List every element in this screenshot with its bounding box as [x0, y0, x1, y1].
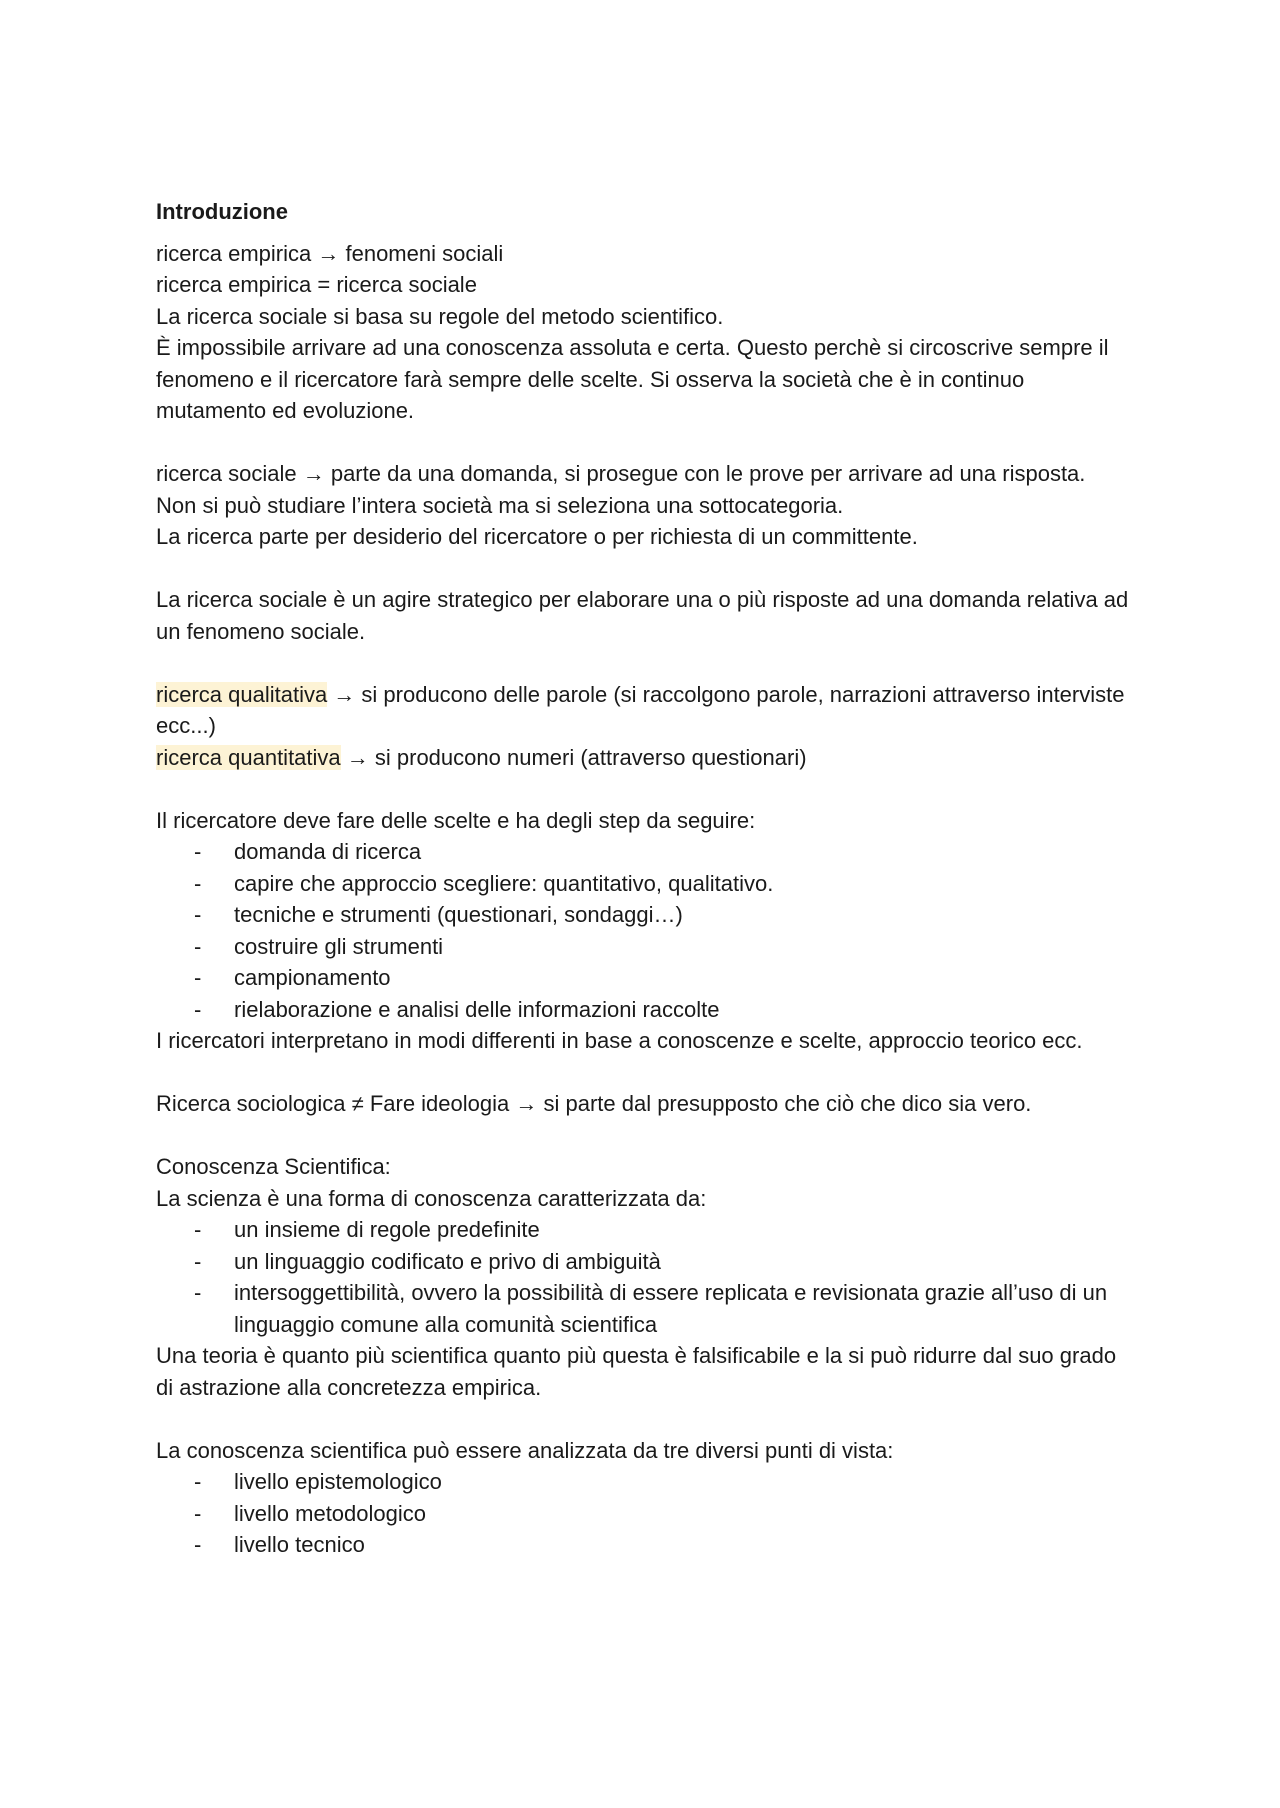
text-line: Il ricercatore deve fare delle scelte e ha degli step da seguire:: [156, 807, 756, 833]
characteristics-list: [156, 1214, 1136, 1340]
list-item: - tecniche e strumenti (questionari, sondaggi…): [156, 899, 1136, 931]
list-item: - livello tecnico: [156, 1529, 1136, 1561]
text-line: Ricerca sociologica ≠ Fare ideologia → si parte dal presupposto che ciò che dico sia vero.: [156, 1091, 1032, 1116]
text-line: La conoscenza scientifica può essere analizzata da tre diversi punti di vista:: [156, 1437, 894, 1463]
definition-text: → si producono numeri (attraverso questionari): [340, 744, 807, 770]
paragraph: È impossibile arrivare ad una conoscenza assoluta e certa. Questo perchè si circoscrive sempre il fenomeno e il ricercatore farà sempre delle scelte. Si osserva la società che è in continuo mutamento ed evoluzione.: [156, 335, 1109, 423]
text-line: La ricerca sociale si basa su regole del metodo scientifico.: [156, 303, 724, 329]
levels-list: [156, 1466, 1136, 1561]
spacer: [156, 553, 1136, 585]
definition-text: → si producono delle parole (si raccolgono parole, narrazioni attraverso interviste ecc...): [156, 681, 1125, 738]
spacer: [156, 1120, 1136, 1152]
list-item: - un linguaggio codificato e privo di ambiguità: [156, 1246, 1136, 1278]
list-item: - livello metodologico: [156, 1498, 1136, 1530]
paragraph: Una teoria è quanto più scientifica quanto più questa è falsificabile e la si può ridurre dal suo grado di astrazione alla concretezza empirica.: [156, 1343, 1117, 1400]
list-item: - campionamento: [156, 962, 1136, 994]
quantitative-definition: [156, 742, 1136, 774]
list-item: - rielaborazione e analisi delle informazioni raccolte: [156, 994, 1136, 1026]
paragraph: I ricercatori interpretano in modi differenti in base a conoscenze e scelte, approccio teorico ecc.: [156, 1028, 1083, 1053]
text-line: Non si può studiare l’intera società ma si seleziona una sottocategoria.: [156, 492, 844, 518]
highlighted-term: ricerca quantitativa: [156, 744, 341, 770]
highlighted-term: ricerca qualitativa: [156, 681, 328, 707]
spacer: [156, 1057, 1136, 1089]
list-item: - capire che approccio scegliere: quantitativo, qualitativo.: [156, 868, 1136, 900]
qualitative-definition: [156, 679, 1136, 742]
document-page: [156, 196, 1136, 1561]
text-line: La scienza è una forma di conoscenza caratterizzata da:: [156, 1185, 707, 1211]
text-line: La ricerca parte per desiderio del ricercatore o per richiesta di un committente.: [156, 524, 918, 549]
text-line: ricerca empirica → fenomeni sociali: [156, 240, 504, 266]
subheading: Conoscenza Scientifica:: [156, 1154, 391, 1179]
spacer: [156, 427, 1136, 459]
list-item: - domanda di ricerca: [156, 836, 1136, 868]
list-item: - un insieme di regole predefinite: [156, 1214, 1136, 1246]
paragraph: ricerca sociale → parte da una domanda, si prosegue con le prove per arrivare ad una risposta.: [156, 461, 1086, 486]
spacer: [156, 1403, 1136, 1435]
list-item: - livello epistemologico: [156, 1466, 1136, 1498]
section-title: Introduzione: [156, 199, 288, 224]
paragraph: La ricerca sociale è un agire strategico per elaborare una o più risposte ad una domanda relativa ad un fenomeno sociale.: [156, 587, 1129, 644]
text-line: ricerca empirica = ricerca sociale: [156, 272, 477, 297]
steps-list: [156, 836, 1136, 1025]
spacer: [156, 647, 1136, 679]
list-item: - costruire gli strumenti: [156, 931, 1136, 963]
list-item: - intersoggettibilità, ovvero la possibilità di essere replicata e revisionata grazie all’uso di un linguaggio comune alla comunità scientifica: [156, 1277, 1136, 1340]
spacer: [156, 773, 1136, 805]
